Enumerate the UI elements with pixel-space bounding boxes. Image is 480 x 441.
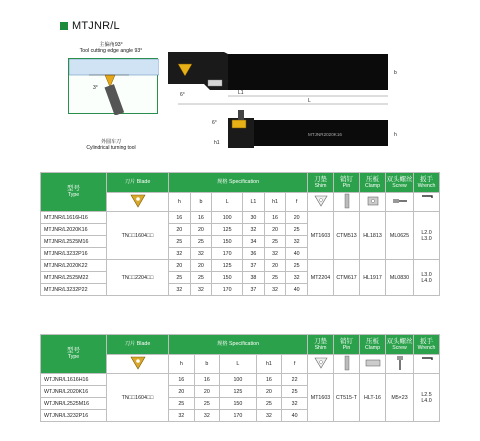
tool-drawings	[168, 40, 400, 156]
angle-caption-cn: 主偏角93°	[99, 42, 123, 48]
clamp-icon	[360, 193, 386, 212]
spec-table-wtjnr: 型号 Type 刀片 Blade 规格 Specification 刀垫 Shim 销钉 Pin 压板 Clamp 双头螺丝 Screw 扳手 Wrench h b L h1 f WTJNR/L1616H16 TN□□1604□□ 16 16 100 16 22 MT1603 CT515-T HLT-16 M5×23 L2.5 L4.0 WTJNR/L2020K16 20 20 125 20 25 WTJNR/L2525M16 25 25 150 25 32 WTJNR/L3232P16 32 32 170 32 40	[40, 334, 440, 422]
table-row: MTJNR/L2525M16 25 25 150 34 25 32	[41, 236, 440, 248]
col-spec-2: 规格 Specification	[169, 335, 308, 355]
bottom-caption-en: Cylindrical turning tool	[86, 145, 136, 151]
col-blade-2: 刀片 Blade	[107, 335, 169, 355]
label-L1: L1	[238, 90, 244, 96]
clamp-icon-2	[360, 355, 386, 374]
table-row: MTJNR/L3232P22 32 32 170 37 32 40	[41, 284, 440, 296]
col-pin-2: 销钉 Pin	[334, 335, 360, 355]
label-L: L	[308, 98, 311, 104]
table-row: WTJNR/L2020K16 20 20 125 20 25	[41, 386, 440, 398]
col-spec: 规格 Specification	[169, 173, 308, 193]
label-h1: h1	[214, 140, 220, 146]
bottom-caption	[60, 139, 162, 151]
col-type: 型号 Type	[41, 173, 107, 212]
page-title: MTJNR/L	[72, 20, 120, 32]
bottom-caption-cn: 外圆车刀	[100, 139, 121, 145]
angle-diagram	[68, 58, 158, 114]
col-type-2: 型号 Type	[41, 335, 107, 374]
section-header	[60, 20, 120, 32]
table-row: WTJNR/L3232P16 32 32 170 32 40	[41, 410, 440, 422]
col-wrench-2: 扳手 Wrench	[414, 335, 440, 355]
shim-icon	[308, 193, 334, 212]
blade-icon	[107, 193, 169, 212]
col-screw-2: 双头螺丝 Screw	[386, 335, 414, 355]
table-row: MTJNR/L2020K22 TN□□2204□□ 20 20 125 37 20 25 MT2204 CTM617 HL1917 ML0830 L3.0 L4.0	[41, 260, 440, 272]
table-row: MTJNR/L2020K16 20 20 125 32 20 25	[41, 224, 440, 236]
screw-icon	[386, 193, 414, 212]
wrench-icon-2	[414, 355, 440, 374]
label-angle-side: 3°	[224, 80, 229, 86]
col-shim: 刀垫 Shim	[308, 173, 334, 193]
table-row: WTJNR/L1616H16 TN□□1604□□ 16 16 100 16 22 MT1603 CT515-T HLT-16 M5×23 L2.5 L4.0	[41, 374, 440, 386]
pin-icon-2	[334, 355, 360, 374]
label-b: b	[394, 70, 397, 76]
wrench-icon	[414, 193, 440, 212]
label-h: h	[394, 132, 397, 138]
tool-holder-drawing	[168, 40, 400, 156]
turning-diagram-icon	[69, 59, 159, 115]
header-square-icon	[60, 22, 68, 30]
table-row: MTJNR/L1616H16 TN□□1604□□ 16 16 100 30 16 20 MT1603 CTM513 HL1813 ML0625 L2.0 L3.0	[41, 212, 440, 224]
col-clamp: 压板 Clamp	[360, 173, 386, 193]
tool-body-text: MTJNR2020K16	[308, 132, 342, 137]
pin-icon	[334, 193, 360, 212]
table-row: MTJNR/L2525M22 25 25 150 38 25 32	[41, 272, 440, 284]
blade-icon-2	[107, 355, 169, 374]
screw-icon-2	[386, 355, 414, 374]
table-row: MTJNR/L3232P16 32 32 170 36 32 40	[41, 248, 440, 260]
label-angle-top: 6°	[180, 92, 185, 98]
spec-table-mtjnr: 型号 Type 刀片 Blade 规格 Specification 刀垫 Shim 销钉 Pin 压板 Clamp 双头螺丝 Screw 扳手 Wrench h b L L1 h1 f MTJNR/L1616H16 TN□□1604□□ 16 16 100 30 16 20 MT1603 CTM513 HL1813 ML0625 L2.0 L3.0 MTJNR/L2020K16 20 20 125 32 20 25 MTJNR/L2525M16 25 25 150 34 25 32 MTJNR/L3232P16 32 32 170 36 32 40 MTJNR/L2020K22 TN□□2204□□ 20 20 125 37 20 25 MT2204 CTM617 HL1917 ML0830 L3.0 L4.0 MTJNR/L2525M22 25 25 150 38 25 32 MTJNR/L3232P22 32 32 170 37 32 40	[40, 172, 440, 296]
col-shim-2: 刀垫 Shim	[308, 335, 334, 355]
angle-label: 3°	[93, 85, 98, 91]
angle-caption-en: Tool cutting edge angle 93°	[79, 48, 143, 54]
table-row: WTJNR/L2525M16 25 25 150 25 32	[41, 398, 440, 410]
col-pin: 销钉 Pin	[334, 173, 360, 193]
col-clamp-2: 压板 Clamp	[360, 335, 386, 355]
cutting-angle-illustration	[60, 42, 162, 151]
label-angle-lower: 6°	[212, 120, 217, 126]
shim-icon-2	[308, 355, 334, 374]
col-wrench: 扳手 Wrench	[414, 173, 440, 193]
col-blade: 刀片 Blade	[107, 173, 169, 193]
col-screw: 双头螺丝 Screw	[386, 173, 414, 193]
